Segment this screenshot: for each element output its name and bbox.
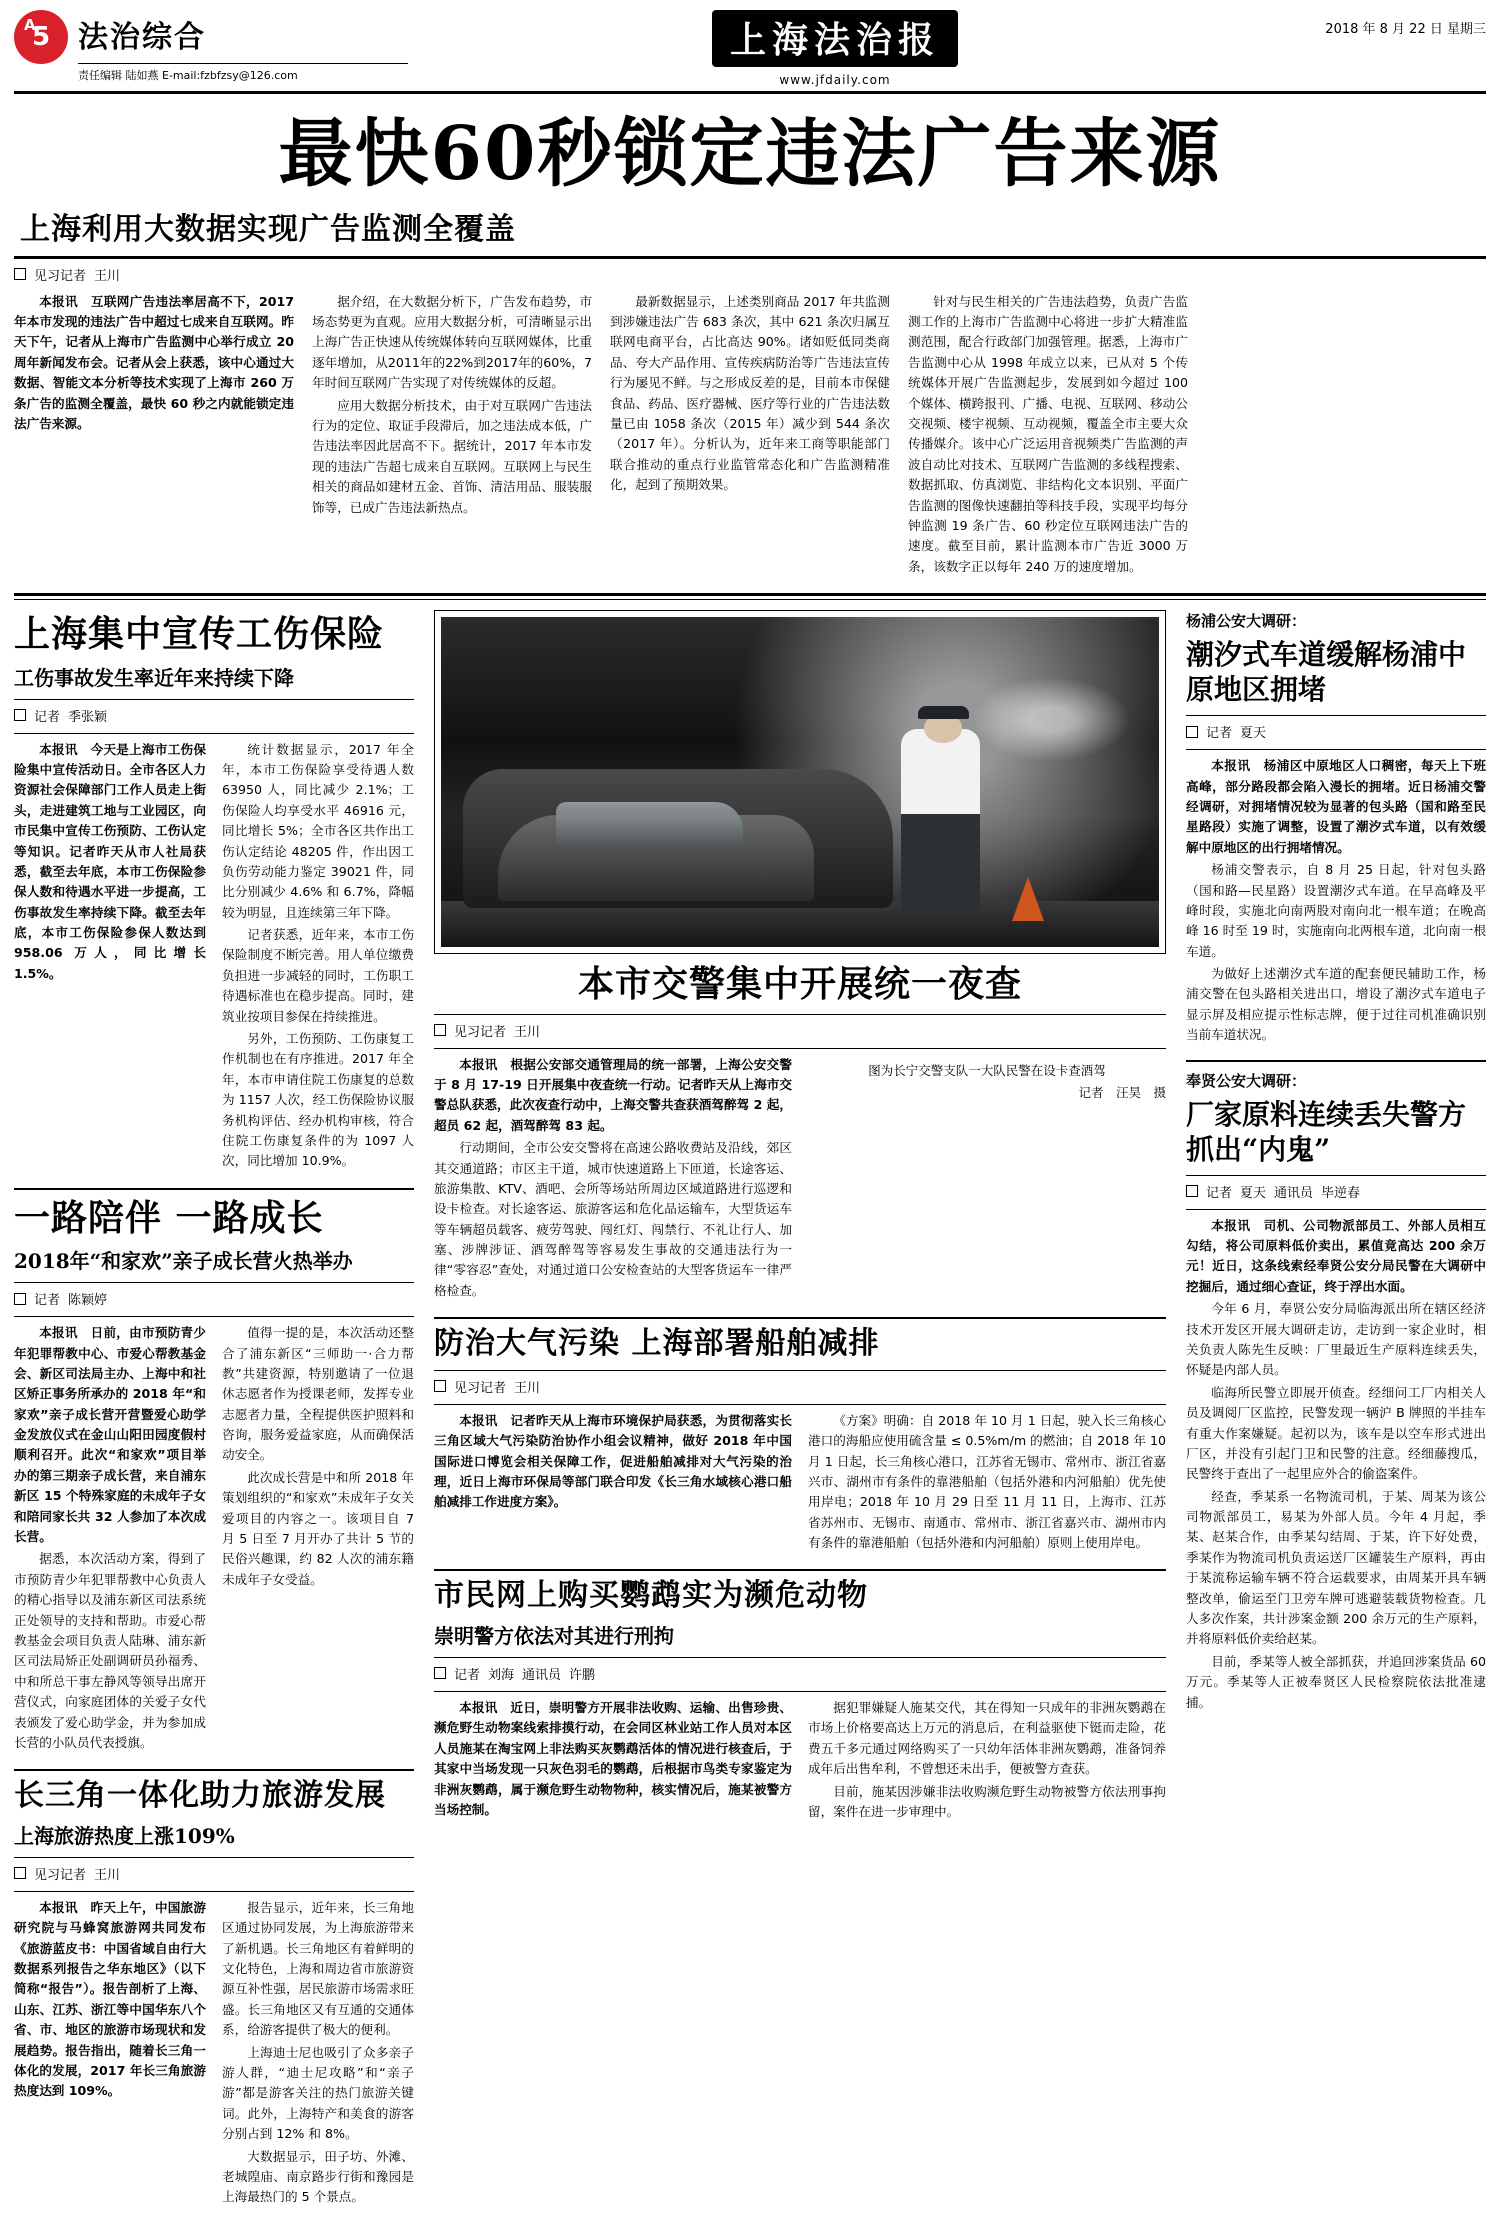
page-badge-number: 5 (31, 22, 51, 52)
paragraph: 本报讯 昨天上午，中国旅游研究院与马蜂窝旅游网共同发布《旅游蓝皮书：中国省域自由行大数据系列报告之华东地区》（以下简称“报告”）。报告剖析了上海、山东、江苏、浙江等中国华东八个省、市、地区的旅游市场现状和发展趋势。报告指出，随着长三角一体化的发展，2017 年长三角旅游热度达到 109%。 (14, 1899, 206, 2099)
paragraph: 统计数据显示，2017 年全年，本市工伤保险享受待遇人数 63950 人，同比减少 2.1%；工伤保险人均享受水平 46916 元，同比增长 5%；全市各区共作出工伤认定结论 48205 件，作出因工负伤劳动能力鉴定 39021 件，同比分别减少 4.6% 和 6.7%，降幅较为明显，且连续第三年下降。 (222, 741, 414, 920)
article-gongshang (14, 614, 414, 1174)
photo-car-window (556, 802, 743, 848)
byline-role: 见习记者 (454, 1380, 507, 1396)
article-byline (434, 1377, 1166, 1396)
lead-subhead: 上海利用大数据实现广告监测全覆盖 (20, 211, 516, 247)
photo-caption: 图为长宁交警支队一大队民警在设卡查酒驾 (868, 1062, 1106, 1078)
body-col-2 (222, 1898, 414, 2210)
center-column (434, 610, 1166, 2210)
article-kicker: 杨浦公安大调研： (1186, 612, 1307, 631)
byline-name: 王川 (514, 1380, 541, 1396)
byline-role-2: 通讯员 (522, 1667, 562, 1683)
divider (14, 1857, 414, 1858)
paragraph: 目前，季某等人被全部抓获，并追回涉案货品 60 万元。季某等人正被奉贤区人民检察院依法批准逮捕。 (1186, 1653, 1486, 1710)
bullet-box-icon (14, 1293, 26, 1305)
right-column (1186, 610, 1486, 2210)
byline-name-2: 许鹏 (569, 1667, 596, 1683)
paragraph: 大数据显示，田子坊、外滩、老城隍庙、南京路步行街和豫园是上海最热门的 5 个景点。 (222, 2148, 414, 2205)
paragraph: 《方案》明确：自 2018 年 10 月 1 日起，驶入长三角核心港口的海船应使用硫含量 ≤ 0.5%m/m 的燃油；自 2018 年 10 月 1 日起，长三角核心港口，江苏省无锡市、常州市、浙江省嘉兴市、湖州市有条件的靠港船舶（包括外港和内河船舶）优先使用岸电；2018 年 10 月 29 日至 11 月 11 日，上海市、江苏省苏州市、无锡市、南通市、常州市、浙江省嘉兴市、湖州市内有条件的靠港船舶（包括外港和内河船舶）原则上使用岸电。 (808, 1412, 1166, 1551)
article-body (434, 1055, 1166, 1304)
byline-name-2: 毕逆春 (1321, 1185, 1361, 1201)
divider (14, 733, 414, 734)
bullet-box-icon (434, 1380, 446, 1392)
divider (1186, 1175, 1486, 1176)
article-yangpu (1186, 610, 1486, 1045)
lead-col-1 (14, 292, 294, 579)
paper-name: 上海法治报 (712, 10, 958, 67)
divider (1186, 715, 1486, 716)
article-byline (14, 1864, 414, 1883)
paragraph: 本报讯 司机、公司物派部员工、外部人员相互勾结，将公司原料低价卖出，累值竟高达 200 余万元！近日，这条线索经奉贤公安分局民警在大调研中挖掘后，通过细心查证，终于浮出水面。 (1186, 1217, 1486, 1294)
paragraph: 此次成长营是中和所 2018 年策划组织的“和家欢”未成年子女关爱项目的内容之一。该项目自 7 月 5 日至 7 月开办了共计 5 节的民俗兴趣课，约 82 人次的浦东籍未成年子女受益。 (222, 1469, 414, 1587)
photo-headlights (972, 677, 1130, 763)
photo-road (441, 901, 1159, 947)
paragraph: 本报讯 杨浦区中原地区人口稠密，每天上下班高峰，部分路段都会陷入漫长的拥堵。近日杨浦交警经调研，对拥堵情况较为显著的包头路（国和路至民星路段）实施了调整，设置了潮汐式车道，以有效缓解中原地区的出行拥堵情况。 (1186, 758, 1486, 855)
body-col-1 (14, 1323, 206, 1755)
body-col-2 (808, 1411, 1166, 1556)
issue-date: 2018 年 8 月 22 日 星期三 (1325, 22, 1486, 37)
article-byline (434, 1021, 1166, 1040)
bullet-box-icon (14, 1867, 26, 1879)
article-body (1186, 756, 1486, 1045)
paragraph: 今年 6 月，奉贤公安分局临海派出所在辖区经济技术开发区开展大调研走访，走访到一家企业时，相关负责人陈先生反映：厂里最近生产原料连续丢失，怀疑是内部人员。 (1186, 1301, 1486, 1378)
paragraph: 经查，季某系一名物流司机，于某、周某为该公司物派部员工，易某为外部人员。今年 4 月起，季某、赵某合作，由季某勾结周、于某，许下好处费，季某作为物流司机负责运送厂区罐装生产原料，再由于某流称运输车辆不符合运载要求，由周某开具车辆整改单，偷运至门卫旁车牌可逃避装载货物检查。几人多次作案，共计涉案金额 200 余万元的生产原料，并将原料低价卖给赵某。 (1186, 1488, 1486, 1647)
paragraph: 临海所民警立即展开侦查。经细问工厂内相关人员及调阅厂区监控，民警发现一辆沪 B 牌照的半挂车有重大作案嫌疑。起初以为，该车是以空车形式进出厂区，并没有引起门卫和民警的注意。经细藤搜瓜，民警终于查出了一起里应外合的偷盗案件。 (1186, 1384, 1486, 1482)
bullet-box-icon (434, 1024, 446, 1036)
paragraph: 上海迪士尼也吸引了众多亲子游人群，“迪士尼攻略”和“亲子游”都是游客关注的热门旅游关键词。此外，上海特产和美食的游客分别占到 12% 和 8%。 (222, 2044, 414, 2142)
left-column (14, 610, 414, 2210)
body-col-1 (14, 740, 206, 1174)
article-kicker: 奉贤公安大调研： (1186, 1071, 1307, 1090)
section-title: 法治综合 (78, 20, 206, 55)
article-byline (14, 706, 414, 725)
paragraph: 本报讯 记者昨天从上海市环境保护局获悉，为贯彻落实长三角区域大气污染防治协作小组会议精神，做好 2018 年中国国际进口博览会相关保障工作，促进船舶减排对大气污染的治理，近日上海市环保局等部门联合印发《长三角水域核心港口船舶减排工作进度方案》。 (434, 1412, 792, 1510)
divider (434, 1048, 1166, 1049)
paragraph: 记者获悉，近年来，本市工伤保险制度不断完善。用人单位缴费负担进一步减轻的同时，工伤职工待遇标准也在稳步提高。同时，建筑业按项目参保在持续推进。 (222, 927, 414, 1024)
divider (14, 1769, 414, 1771)
byline-role: 记者 (454, 1667, 481, 1683)
divider (434, 1569, 1166, 1571)
divider (434, 1691, 1166, 1692)
body-col-2 (808, 1055, 1166, 1304)
article-title: 厂家原料连续丢失警方抓出“内鬼” (1186, 1097, 1467, 1166)
byline-role: 见习记者 (34, 268, 87, 284)
article-fengxian (1186, 1070, 1486, 1713)
byline-name: 夏天 (1240, 1185, 1267, 1201)
article-peiban (14, 1198, 414, 1756)
body-col-2 (222, 740, 414, 1174)
article-title: 潮汐式车道缓解杨浦中原地区拥堵 (1186, 638, 1467, 707)
byline-name: 刘海 (488, 1667, 515, 1683)
paragraph: 报告显示，近年来，长三角地区通过协同发展，为上海旅游带来了新机遇。长三角地区有着鲜明的文化特色，上海和周边省市旅游资源互补性强，居民旅游市场需求旺盛。长三角地区又有互通的交通体系，给游客提供了极大的便利。 (222, 1899, 414, 2038)
article-byline (1186, 1182, 1486, 1201)
lead-col-5 (1206, 292, 1486, 579)
lead-paragraph: 针对与民生相关的广告违法趋势，负责广告监测工作的上海市广告监测中心将进一步扩大精准监测范围，配合行政部门加强管理。据悉，上海市广告监测中心从 1998 年成立以来，已从对 5 个传统媒体开展广告监测起步，发展到如今超过 100 个媒体、横跨报刊、广播、电视、互联网、移动公交视频、楼宇视频、互动视频，覆盖全市主要大众传播媒介。该中心广泛运用音视频类广告监测的声波自动比对技术、互联网广告监测的多线程搜索、数据抓取、仿真浏览、非结构化文本识别、平面广告监测的图像快速翻拍等科技手段，实现平均每分钟监测 19 条广告、60 秒定位互联网违法广告的速度。截至目前，累计监测本市广告近 3000 万条，该数字正以每年 240 万的速度增加。 (908, 293, 1188, 574)
article-byline (1186, 722, 1486, 741)
bullet-box-icon (1186, 726, 1198, 738)
photo-credit: 记者 汪昊 摄 (1078, 1084, 1166, 1100)
section-divider (14, 593, 1486, 600)
main-body (14, 610, 1486, 2210)
divider (434, 1014, 1166, 1015)
bullet-box-icon (1186, 1185, 1198, 1197)
divider (14, 699, 414, 700)
article-chuanbo (434, 1327, 1166, 1555)
article-title: 本市交警集中开展统一夜查 (577, 963, 1022, 1006)
paragraph: 本报讯 日前，由市预防青少年犯罪帮教中心、市爱心帮教基金会、新区司法局主办、上海中和社区矫正事务所承办的 2018 年“和家欢”亲子成长营开营暨爱心助学金发放仪式在金山山阳田园度假村顺利召开。此次“和家欢”项目举办的第三期亲子成长营，来自浦东新区 15 个特殊家庭的未成年子女和陪同家长共 32 人参加了本次成长营。 (14, 1325, 206, 1545)
paragraph: 据悉，本次活动方案，得到了市预防青少年犯罪帮教中心负责人的精心指导以及浦东新区司法系统正处领导的支持和帮助。市爱心帮教基金会项目负责人陆琳、浦东新区司法局矫正处副调研员孙福秀、中和所总干事左静风等领导出席开营仪式，向家庭团体的关爱子女代表颁发了爱心助学金，并为参加成长营的小队员代表授旗。 (14, 1551, 206, 1750)
article-body (14, 740, 414, 1174)
byline-name: 夏天 (1240, 726, 1267, 742)
byline-name: 王川 (514, 1024, 541, 1040)
photo-officer-body (901, 729, 980, 914)
article-yingwu (434, 1579, 1166, 1824)
photo-traffic-cone (1012, 877, 1044, 921)
article-title: 一路陪伴 一路成长 (14, 1196, 324, 1239)
article-title: 长三角一体化助力旅游发展 (14, 1778, 386, 1814)
body-col-1 (434, 1698, 792, 1824)
article-body (14, 1898, 414, 2210)
lead-byline (14, 265, 1486, 284)
byline-name: 王川 (94, 268, 121, 284)
byline-name: 季张颖 (68, 709, 108, 725)
paragraph: 据犯罪嫌疑人施某交代，其在得知一只成年的非洲灰鹦鹉在市场上价格要高达上万元的消息后，在利益驱使下铤而走险，花费五千多元通过网络购买了一只幼年活体非洲灰鹦鹉，准备饲养成年后出售牟利，不曾想还未出手，便被警方查获。 (808, 1699, 1166, 1777)
article-title: 市民网上购买鹦鹉实为濒危动物 (434, 1578, 868, 1614)
byline-role: 记者 (34, 1293, 61, 1309)
lead-col-4 (908, 292, 1188, 579)
divider (14, 1188, 414, 1190)
divider (434, 1657, 1166, 1658)
paragraph: 杨浦交警表示，自 8 月 25 日起，针对包头路（国和路—民星路）设置潮汐式车道。在早高峰及平峰时段，实施北向南两股对南向北一根车道；在晚高峰 16 时至 19 时，实施南向北两根车道，北向南一根车道。 (1186, 862, 1486, 959)
divider (14, 1316, 414, 1317)
article-title: 上海集中宣传工伤保险 (14, 613, 385, 656)
body-col-1 (434, 1055, 792, 1304)
article-subtitle: 崇明警方依法对其进行刑拘 (434, 1623, 674, 1648)
divider (1186, 1060, 1486, 1062)
article-subtitle: 工伤事故发生率近年来持续下降 (14, 665, 294, 690)
lead-headline: 最快60秒锁定违法广告来源 (278, 111, 1222, 197)
paragraph: 为做好上述潮汐式车道的配套便民辅助工作，杨浦交警在包头路相关进出口，增设了潮汐式车道电子显示屏及相应提示性标志牌，便于过往司机准确识别当前车道状况。 (1186, 966, 1486, 1043)
divider (434, 1317, 1166, 1319)
section-block (78, 10, 408, 83)
lead-col-3 (610, 292, 890, 579)
article-changsanjiao (14, 1779, 414, 2209)
byline-name: 王川 (94, 1867, 121, 1883)
bullet-box-icon (14, 709, 26, 721)
bullet-box-icon (434, 1667, 446, 1679)
byline-name: 陈颖婷 (68, 1293, 108, 1309)
masthead-left (14, 10, 444, 83)
divider (434, 1404, 1166, 1405)
divider (1186, 1209, 1486, 1210)
bullet-box-icon (14, 268, 26, 280)
article-body (434, 1698, 1166, 1824)
article-subtitle: 2018年“和家欢”亲子成长营火热举办 (14, 1249, 353, 1274)
byline-role: 记者 (34, 709, 61, 725)
divider (1186, 749, 1486, 750)
page-badge-letter: A (24, 16, 36, 34)
article-byline (14, 1289, 414, 1308)
traffic-check-photo (441, 617, 1159, 947)
body-col-1 (14, 1898, 206, 2210)
paragraph: 本报讯 近日，崇明警方开展非法收购、运输、出售珍贵、濒危野生动物案线索排摸行动，在会同区林业站工作人员对本区人员施某在淘宝网上非法购买灰鹦鹉活体的情况进行核查后，于其家中当场发现一只灰色羽毛的鹦鹉，后根据市鸟类专家鉴定为非洲灰鹦鹉，属于濒危野生动物物种，核实情况后，施某被警方当场控制。 (434, 1699, 792, 1817)
article-title: 防治大气污染 上海部署船舶减排 (434, 1326, 880, 1362)
body-col-2 (808, 1698, 1166, 1824)
article-byline (434, 1664, 1166, 1683)
divider (14, 1891, 414, 1892)
paragraph: 行动期间，全市公安交警将在高速公路收费站及沿线，郊区其交通道路；市区主干道，城市快速道路上下匝道，长途客运、旅游集散、KTV、酒吧、会所等场站所周边区域道路进行巡逻和设卡检查。对长途客运、旅游客运和危化品运输车，大型货运车等车辆超员载客、疲劳驾驶、闯红灯、闯禁行、不礼让行人、加塞、涉牌涉证、酒驾醉驾等容易发生事故的交通违法行为一律“零容忍”查处，对通过道口公安检查站的大型客货运车一律严格检查。 (434, 1140, 792, 1298)
paragraph: 目前，施某因涉嫌非法收购濒危野生动物被警方依法刑事拘留，案件在进一步审理中。 (808, 1783, 1166, 1819)
article-body (14, 1323, 414, 1755)
masthead-center (444, 10, 1226, 87)
lead-paragraph: 本报讯 互联网广告违法率居高不下，2017 年本市发现的违法广告中超过七成来自互联网。昨天下午，记者从上海市广告监测中心举行成立 20 周年新闻发布会。记者从会上获悉，该中心通过大数据、智能文本分析等技术实现了上海市 260 万条广告的监测全覆盖，最快 60 秒之内就能锁定违法广告来源。 (14, 293, 294, 432)
masthead (14, 10, 1486, 94)
article-body (1186, 1216, 1486, 1713)
lead-story-columns (14, 292, 1486, 579)
photo-block (434, 610, 1166, 954)
body-col-2 (222, 1323, 414, 1755)
photo-officer-cap (918, 706, 968, 719)
article-subtitle: 上海旅游热度上涨109% (14, 1823, 235, 1848)
lead-col-2 (312, 292, 592, 579)
byline-role: 记者 (1206, 1185, 1233, 1201)
lead-paragraph: 应用大数据分析技术，由于对互联网广告违法行为的定位、取证手段滞后，加之违法成本低，广告违法率因此居高不下。据统计，2017 年本市发现的违法广告超七成来自互联网。互联网上与民生相关的商品如建材五金、首饰、清洁用品、服装服饰等，已成广告违法新热点。 (312, 397, 592, 515)
byline-role: 见习记者 (454, 1024, 507, 1040)
body-col-1 (434, 1411, 792, 1556)
paragraph: 另外，工伤预防、工伤康复工作机制也在有序推进。2017 年全年，本市申请住院工伤康复的总数为 1157 人次，经工伤保险协议服务机构评估、经办机构审核，符合住院工伤康复条件的为 1097 人次，同比增加 10.9%。 (222, 1031, 414, 1169)
paper-url: www.jfdaily.com (779, 73, 891, 87)
byline-role: 记者 (1206, 726, 1233, 742)
byline-role: 见习记者 (34, 1867, 87, 1883)
byline-role-2: 通讯员 (1274, 1185, 1314, 1201)
lead-paragraph: 据介绍，在大数据分析下，广告发布趋势，市场态势更为直观。应用大数据分析，可清晰显示出上海广告正快速从传统媒体转向互联网媒体，比重逐年增加，从2011年的22%到2017年的60%，7年时间互联网广告实现了对传统媒体的反超。 (312, 293, 592, 391)
lead-paragraph: 最新数据显示，上述类别商品 2017 年共监测到涉嫌违法广告 683 条次，其中 621 条次归属互联网电商平台，占比高达 90%。诸如贬低同类商品、夸大产品作用、宣传疾病防治等广告违法宣传行为屡见不鲜。与之形成反差的是，目前本市保健食品、药品、医疗器械、医疗等行业的广告违法数量已由 1058 条次（2015 年）减少到 544 条次（2017 年）。分析认为，近年来工商等职能部门联合推动的重点行业监管常态化和广告监测精准化，起到了预期效果。 (610, 293, 890, 493)
article-body (434, 1411, 1166, 1556)
rule-thick (14, 256, 1486, 259)
page-number-badge (14, 10, 68, 64)
paragraph: 本报讯 根据公安部交通管理局的统一部署，上海公安交警于 8 月 17-19 日开展集中夜查统一行动。记者昨天从上海市交警总队获悉，此次夜查行动中，上海交警共查获酒驾醉驾 2 起，超员 62 起，酒驾醉驾 83 起。 (434, 1056, 792, 1133)
paragraph: 值得一提的是，本次活动还整合了浦东新区“三师助一·合力帮教”共建资源，特别邀请了一位退休志愿者作为授课老师，发挥专业志愿者力量，全程提供医护照料和咨询，服务爱益家庭，从而确保活动安全。 (222, 1325, 414, 1463)
editor-line: 责任编辑 陆如燕 E-mail:fzbfzsy@126.com (78, 63, 408, 83)
divider (434, 1370, 1166, 1371)
divider (14, 1282, 414, 1283)
paragraph: 本报讯 今天是上海市工伤保险集中宣传活动日。全市各区人力资源社会保障部门工作人员走上街头，走进建筑工地与工业园区，向市民集中宣传工伤预防、工伤认定等知识。记者昨天从市人社局获悉，截至去年底，本市工伤保险参保人数和待遇水平进一步提高，工伤事故发生率持续下降。截至去年底，本市工伤保险参保人数达到 958.06 万人，同比增长 1.5%。 (14, 741, 206, 981)
